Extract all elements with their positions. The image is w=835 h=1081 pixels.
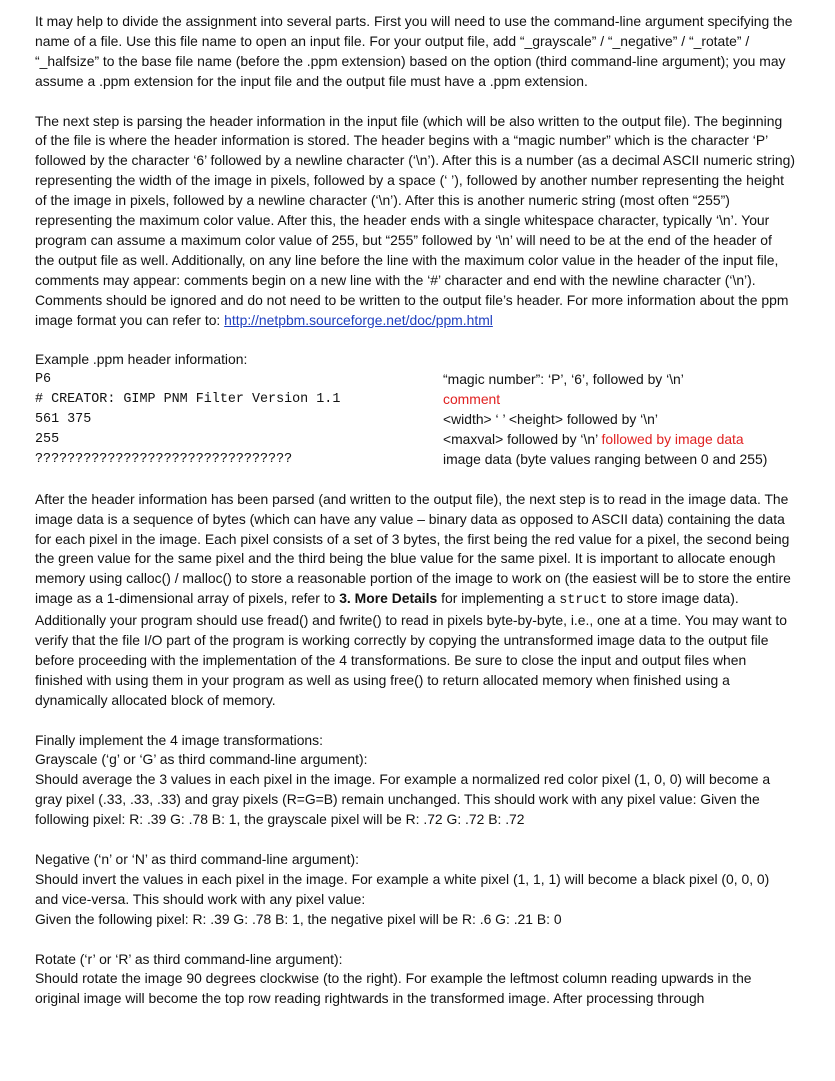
transformations-intro: Finally implement the 4 image transformations: [35, 731, 323, 748]
example-row [35, 450, 795, 470]
header-parsing-text: The next step is parsing the header information in the input file (which will be also written to the output file). The beginning of the file is where the header information is stored. The header begins with a “magic number” which is the character ‘P’ followed by the character ‘6’ followed by a newline character (‘\n’). After this is a number (as a decimal ASCII numeric string) representing the width of the image in pixels, followed by a space (‘ ’), followed by another number representing the height of the image in pixels, followed by a newline character (‘\n’). After this is another numeric string (most often “255”) representing the maximum color value. After this, the header ends with a single whitespace character, typically ‘\n’. Your program can assume a maximum color value of 255, but “255” followed by ‘\n’ will need to be at the end of the header of the output file as well. Additionally, on any line before the line with the maximum color value in the header of the input file, comments may appear: comments begin on a new line with the ‘#’ character and end with the newline character (‘\n’). Comments should be ignored and do not need to be written to the output file’s header. For more information about the ppm image format you can refer to: [35, 112, 795, 328]
example-row [35, 370, 795, 390]
struct-keyword: struct [559, 593, 608, 609]
paragraph-image-data: After the header information has been parsed (and written to the output file), the next step is to read in the image data. The image data is a sequence of bytes (which can have any value – binary data as opposed to ASCII data) containing the data for each pixel in the image. Each pixel consists of a set of 3 bytes, the first being the red value for a pixel, the second being the green value for the same pixel and the third being the blue value for the same pixel. It is important to allocate enough memory using calloc() / malloc() to store a reasonable portion of the image to work on (the easiest will be to store the entire image as a 1-dimensional array of pixels, refer to 3. More Details for implementing a struct to store image data). Additionally your program should use fread() and fwrite() to read in pixels byte-by-byte, i.e., one at a time. You may want to verify that the file I/O part of the program is working correctly by copying the untransformed image data to the output file before proceeding with the implementation of the 4 transformations. Be sure to close the input and output files when finished with using them in your program as well as using free() to return allocated memory when finished using a dynamically allocated block of memory. [35, 490, 791, 708]
grayscale-description: Should average the 3 values in each pixel in the image. For example a normalized red color pixel (1, 0, 0) will become a gray pixel (.33, .33, .33) and gray pixels (R=G=B) remain unchanged. This should work with any pixel value: Given the following pixel: R: .39 G: .78 B: 1, the grayscale pixel will be R: .72 G: .72 B: .72 [35, 771, 771, 828]
example-header-table [35, 370, 795, 470]
example-desc: comment [443, 391, 501, 408]
example-desc: <width> ‘ ’ <height> followed by ‘\n’ [443, 411, 658, 428]
example-code: P6 [35, 372, 52, 388]
rotate-heading: Rotate (‘r’ or ‘R’ as third command-line argument): [35, 950, 343, 967]
more-details-ref: 3. More Details [339, 590, 438, 607]
rotate-description: Should rotate the image 90 degrees clockwise (to the right). For example the leftmost column reading upwards in the original image will become the top row reading rightwards in the transformed image. After processing through [35, 970, 752, 1007]
negative-heading: Negative (‘n’ or ‘N’ as third command-line argument): [35, 850, 359, 867]
example-desc: <maxval> followed by ‘\n’ followed by image data [443, 431, 744, 447]
example-code: 255 [35, 432, 60, 447]
example-row [35, 410, 795, 430]
document-page [35, 12, 795, 1009]
example-code: 561 375 [35, 412, 92, 428]
example-title: Example .ppm header information: [35, 351, 248, 368]
example-row [35, 390, 795, 410]
grayscale-heading: Grayscale (‘g’ or ‘G’ as third command-line argument): [35, 751, 368, 768]
negative-description: Should invert the values in each pixel in the image. For example a white pixel (1, 1, 1) will become a black pixel (0, 0, 0) and vice-versa. This should work with any pixel value: [35, 870, 770, 907]
example-desc: “magic number”: ‘P’, ‘6’, followed by ‘\n’ [443, 371, 684, 388]
example-row [35, 430, 795, 450]
paragraph-header-parsing [35, 112, 795, 331]
example-code: # CREATOR: GIMP PNM Filter Version 1.1 [35, 392, 341, 408]
negative-example: Given the following pixel: R: .39 G: .78 B: 1, the negative pixel will be R: .6 G: .21 B: 0 [35, 910, 562, 927]
ppm-format-link[interactable]: http://netpbm.sourceforge.net/doc/ppm.html [224, 311, 493, 328]
example-code: ???????????????????????????????? [35, 451, 293, 467]
example-desc: image data (byte values ranging between 0 and 255) [443, 450, 768, 467]
paragraph-intro: It may help to divide the assignment into several parts. First you will need to use the command-line argument specifying the name of a file. Use this file name to open an input file. For your output file, add “_grayscale” / “_negative” / “_rotate” / “_halfsize” to the base file name (before the .ppm extension) based on the option (third command-line argument); you may assume a .ppm extension for the input file and the output file must have a .ppm extension. [35, 13, 793, 89]
